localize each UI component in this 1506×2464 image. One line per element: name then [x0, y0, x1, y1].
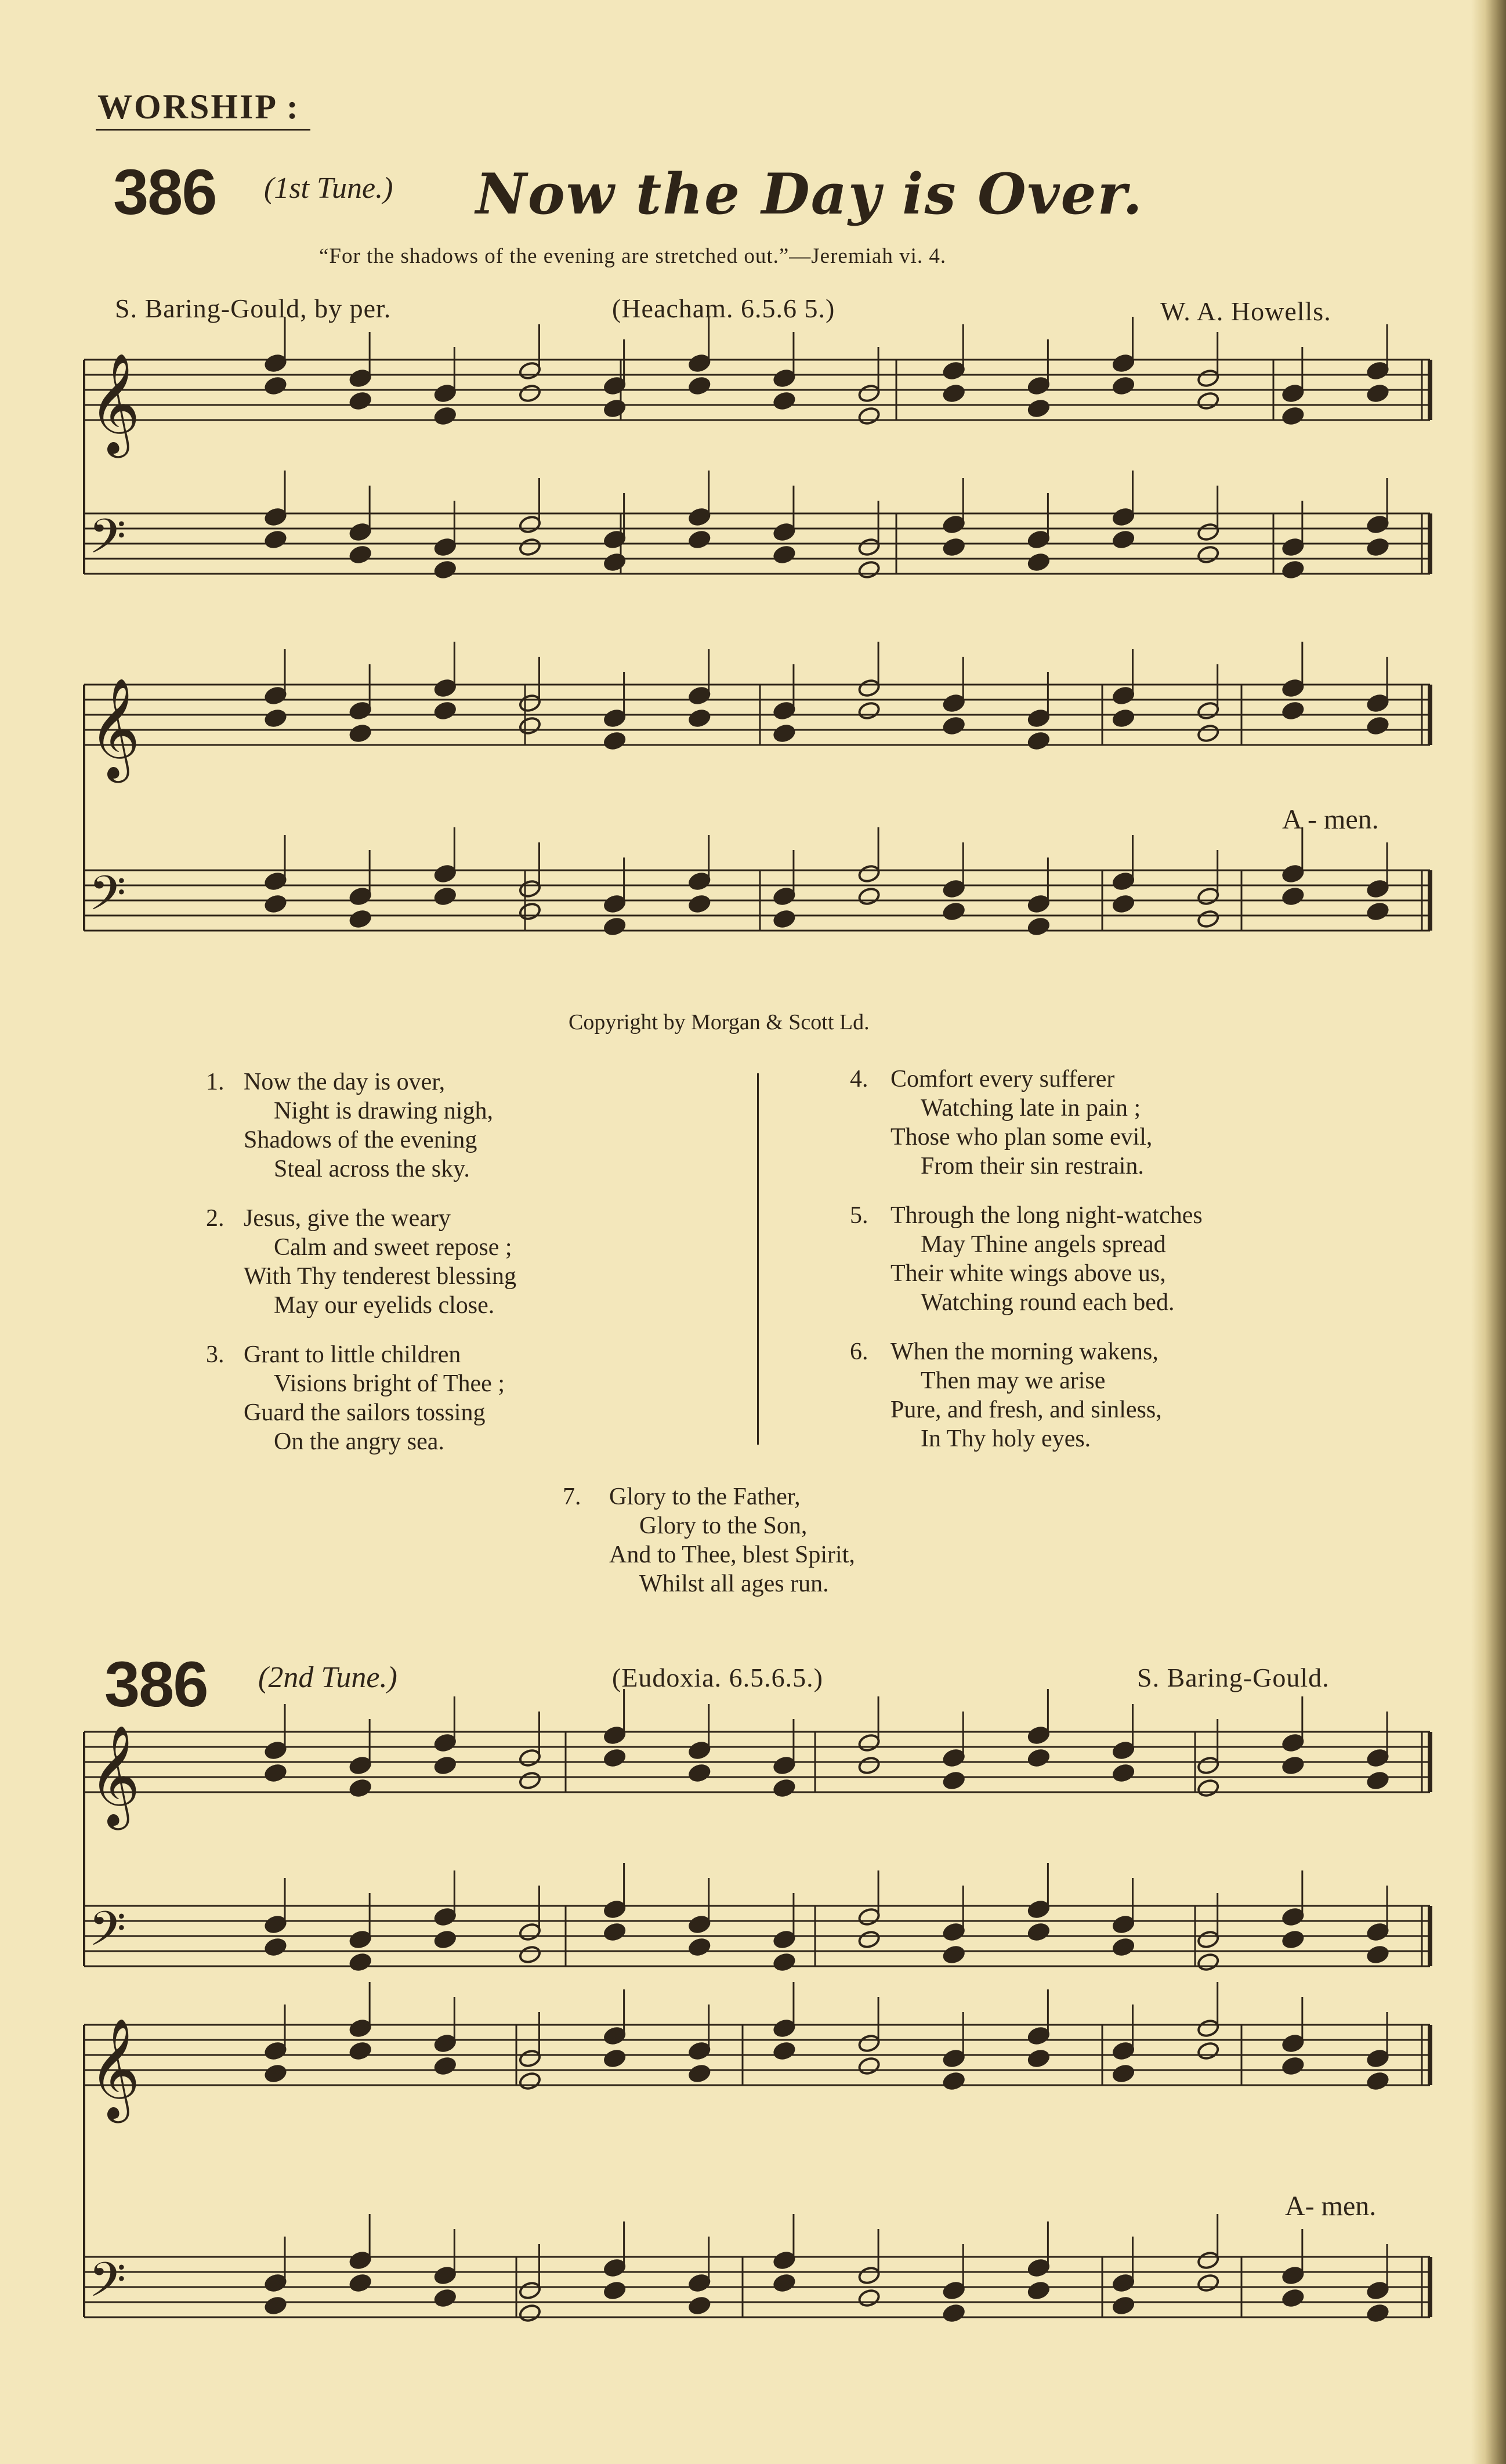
note-head — [1027, 1748, 1050, 1768]
note-head — [603, 708, 627, 728]
note-head — [518, 1771, 541, 1790]
note-head — [1112, 1741, 1135, 1760]
note-head — [1027, 376, 1050, 396]
note-head — [1281, 537, 1305, 557]
note-head — [688, 2273, 711, 2293]
hymn1-number: 386 — [113, 157, 216, 228]
note-head — [1112, 2273, 1135, 2293]
note-head — [433, 1907, 457, 1927]
note-head — [1366, 1771, 1389, 1790]
note-head — [1281, 383, 1305, 403]
note-head — [264, 1763, 287, 1783]
note-head — [518, 537, 541, 557]
note-head — [433, 2034, 457, 2053]
note-head — [1281, 864, 1305, 884]
note-head — [942, 537, 965, 557]
note-head — [433, 406, 457, 426]
note-head — [433, 2288, 457, 2308]
hymn1-scripture: “For the shadows of the evening are stretched out.”—Jeremiah vi. 4. — [319, 244, 947, 268]
note-head — [433, 678, 457, 698]
hymn1-amen: A - men. — [1282, 804, 1379, 835]
note-head — [1112, 894, 1135, 914]
note-head — [349, 887, 372, 906]
hymn1-composer: W. A. Howells. — [1160, 296, 1331, 326]
note-head — [857, 678, 881, 698]
note-head — [773, 2018, 796, 2038]
note-head — [1366, 383, 1389, 403]
note-head — [857, 406, 881, 426]
note-head — [349, 391, 372, 411]
note-head — [1366, 1748, 1389, 1768]
note-head — [264, 708, 287, 728]
note-head — [688, 2296, 711, 2315]
note-head — [1197, 368, 1220, 388]
note-head — [857, 383, 881, 403]
bass-clef: 𝄢 — [89, 865, 126, 933]
note-head — [942, 515, 965, 534]
note-head — [942, 1945, 965, 1964]
bass-clef: 𝄢 — [89, 2252, 126, 2320]
note-head — [349, 2273, 372, 2293]
note-head — [942, 902, 965, 921]
note-head — [773, 1778, 796, 1798]
note-head — [1027, 894, 1050, 914]
note-head — [688, 2041, 711, 2061]
note-head — [1027, 2258, 1050, 2278]
note-head — [773, 522, 796, 542]
note-head — [857, 2034, 881, 2053]
note-head — [773, 887, 796, 906]
note-head — [433, 537, 457, 557]
note-head — [1197, 522, 1220, 542]
note-head — [264, 2041, 287, 2061]
note-head — [349, 1952, 372, 1972]
note-head — [1366, 693, 1389, 713]
note-head — [942, 1771, 965, 1790]
note-head — [1281, 2056, 1305, 2076]
note-head — [518, 1748, 541, 1768]
verse-column-divider — [757, 1073, 759, 1445]
note-head — [433, 2056, 457, 2076]
note-head — [1112, 1763, 1135, 1783]
note-head — [942, 2071, 965, 2091]
note-head — [1197, 701, 1220, 721]
hymn1-tune-note: (1st Tune.) — [264, 172, 393, 205]
note-head — [688, 894, 711, 914]
verse-3: 3. Grant to little children Visions bright of Thee ; Guard the sailors tossing On the angry sea. — [206, 1341, 505, 1455]
note-head — [1112, 1915, 1135, 1934]
note-head — [518, 2071, 541, 2091]
note-head — [518, 361, 541, 381]
note-head — [688, 1915, 711, 1934]
note-head — [1197, 887, 1220, 906]
note-head — [773, 1952, 796, 1972]
note-head — [1112, 2064, 1135, 2083]
note-head — [433, 383, 457, 403]
note-head — [1366, 537, 1389, 557]
hymn1-author: S. Baring-Gould, by per. — [115, 294, 392, 323]
note-head — [1112, 530, 1135, 549]
note-head — [857, 701, 881, 721]
note-head — [1366, 902, 1389, 921]
note-head — [1366, 2071, 1389, 2091]
note-head — [603, 1725, 627, 1745]
note-head — [942, 2049, 965, 2068]
note-head — [1197, 545, 1220, 565]
bass-clef: 𝄢 — [89, 508, 126, 576]
note-head — [1197, 2273, 1220, 2293]
note-head — [688, 1763, 711, 1783]
note-head — [1197, 909, 1220, 929]
note-head — [1281, 2034, 1305, 2053]
note-head — [1112, 2041, 1135, 2061]
note-head — [1366, 2281, 1389, 2300]
note-head — [773, 723, 796, 743]
section-heading: WORSHIP : — [97, 88, 300, 126]
note-head — [1281, 406, 1305, 426]
note-head — [1366, 879, 1389, 899]
note-head — [603, 2258, 627, 2278]
note-head — [1281, 678, 1305, 698]
note-head — [264, 376, 287, 396]
note-head — [1281, 887, 1305, 906]
note-head — [1366, 2049, 1389, 2068]
note-head — [603, 917, 627, 936]
note-head — [773, 368, 796, 388]
note-head — [603, 399, 627, 418]
note-head — [349, 1778, 372, 1798]
note-head — [433, 864, 457, 884]
note-head — [773, 1930, 796, 1949]
note-head — [1027, 1922, 1050, 1942]
note-head — [264, 1937, 287, 1957]
note-head — [264, 2296, 287, 2315]
note-head — [433, 1756, 457, 1775]
note-head — [349, 2041, 372, 2061]
note-head — [942, 383, 965, 403]
note-head — [1112, 376, 1135, 396]
note-head — [264, 871, 287, 891]
note-head — [433, 1733, 457, 1753]
verse-5: 5. Through the long night-watches May Thine angels spread Their white wings above us, Watching round each bed. — [850, 1202, 1203, 1316]
verse-4: 4. Comfort every sufferer Watching late in pain ; Those who plan some evil, From their sin restrain. — [850, 1066, 1153, 1179]
note-head — [688, 708, 711, 728]
note-head — [603, 2281, 627, 2300]
note-head — [349, 1930, 372, 1949]
note-head — [1027, 917, 1050, 936]
note-head — [1027, 530, 1050, 549]
note-head — [1281, 1930, 1305, 1949]
note-head — [518, 716, 541, 736]
note-head — [942, 1922, 965, 1942]
note-head — [603, 894, 627, 914]
hymn2-tune-name: (Eudoxia. 6.5.6.5.) — [612, 1663, 823, 1692]
note-head — [264, 2064, 287, 2083]
note-head — [1197, 1756, 1220, 1775]
note-head — [349, 723, 372, 743]
treble-clef: 𝄞 — [89, 2018, 140, 2119]
note-head — [1112, 686, 1135, 705]
note-head — [433, 701, 457, 721]
note-head — [349, 368, 372, 388]
verse-7: 7. Glory to the Father, Glory to the Son, And to Thee, blest Spirit, Whilst all ages run. — [563, 1484, 855, 1597]
note-head — [942, 1748, 965, 1768]
note-head — [264, 507, 287, 527]
note-head — [857, 2288, 881, 2308]
note-head — [773, 909, 796, 929]
note-head — [857, 887, 881, 906]
note-head — [942, 716, 965, 736]
note-head — [1027, 2281, 1050, 2300]
note-head — [349, 1756, 372, 1775]
note-head — [942, 2281, 965, 2300]
treble-clef: 𝄞 — [89, 353, 140, 454]
bass-clef: 𝄢 — [89, 1901, 126, 1969]
note-head — [1027, 399, 1050, 418]
note-head — [603, 552, 627, 572]
note-head — [264, 530, 287, 549]
note-head — [1027, 1899, 1050, 1919]
note-head — [688, 507, 711, 527]
note-head — [857, 537, 881, 557]
note-head — [1112, 708, 1135, 728]
note-head — [1112, 2296, 1135, 2315]
note-head — [518, 515, 541, 534]
note-head — [857, 2056, 881, 2076]
note-head — [688, 530, 711, 549]
verse-6: 6. When the morning wakens, Then may we arise Pure, and fresh, and sinless, In Thy holy eyes. — [850, 1338, 1162, 1452]
note-head — [1366, 716, 1389, 736]
note-head — [942, 693, 965, 713]
note-head — [1027, 731, 1050, 751]
note-head — [1197, 1778, 1220, 1798]
hymn2-number: 386 — [104, 1649, 208, 1720]
note-head — [688, 2064, 711, 2083]
hymn1-copyright: Copyright by Morgan & Scott Ld. — [569, 1010, 870, 1034]
verse-2: 2. Jesus, give the weary Calm and sweet repose ; With Thy tenderest blessing May our eyelids close. — [206, 1205, 516, 1319]
note-head — [349, 522, 372, 542]
note-head — [857, 864, 881, 884]
note-head — [773, 545, 796, 565]
note-head — [603, 1899, 627, 1919]
note-head — [1112, 1937, 1135, 1957]
note-head — [349, 545, 372, 565]
treble-clef: 𝄞 — [89, 678, 140, 779]
note-head — [773, 391, 796, 411]
note-head — [349, 909, 372, 929]
note-head — [518, 2303, 541, 2323]
note-head — [688, 871, 711, 891]
note-head — [349, 701, 372, 721]
note-head — [1366, 2303, 1389, 2323]
note-head — [603, 731, 627, 751]
note-head — [603, 376, 627, 396]
note-head — [1281, 2288, 1305, 2308]
note-head — [603, 2049, 627, 2068]
note-head — [264, 2273, 287, 2293]
note-head — [1112, 353, 1135, 373]
hymn2-tune-note: (2nd Tune.) — [258, 1661, 397, 1694]
note-head — [1197, 1930, 1220, 1949]
note-head — [857, 1756, 881, 1775]
note-head — [773, 2250, 796, 2270]
note-head — [603, 1922, 627, 1942]
note-head — [518, 879, 541, 899]
note-head — [773, 701, 796, 721]
note-head — [518, 2281, 541, 2300]
note-head — [264, 1915, 287, 1934]
note-head — [857, 1930, 881, 1949]
note-head — [433, 560, 457, 580]
note-head — [942, 879, 965, 899]
verse-1: 1. Now the day is over, Night is drawing nigh, Shadows of the evening Steal across the sky. — [206, 1069, 493, 1182]
note-head — [688, 376, 711, 396]
note-head — [942, 2303, 965, 2323]
note-head — [518, 693, 541, 713]
note-head — [264, 353, 287, 373]
note-head — [264, 894, 287, 914]
note-head — [1027, 2049, 1050, 2068]
note-head — [1197, 2250, 1220, 2270]
hymn2-amen: A- men. — [1285, 2191, 1377, 2221]
note-head — [1112, 871, 1135, 891]
note-head — [1281, 1907, 1305, 1927]
note-head — [603, 530, 627, 549]
note-head — [1281, 701, 1305, 721]
note-head — [1112, 507, 1135, 527]
hymn2-composer: S. Baring-Gould. — [1137, 1663, 1330, 1692]
note-head — [518, 383, 541, 403]
note-head — [1197, 723, 1220, 743]
note-head — [857, 560, 881, 580]
note-head — [1366, 515, 1389, 534]
note-head — [942, 361, 965, 381]
note-head — [1281, 1756, 1305, 1775]
note-head — [857, 1733, 881, 1753]
note-head — [773, 2273, 796, 2293]
note-head — [518, 1922, 541, 1942]
hymn1-title: Now the Day is Over. — [476, 161, 1143, 227]
note-head — [857, 1907, 881, 1927]
note-head — [349, 2018, 372, 2038]
note-head — [688, 1937, 711, 1957]
note-head — [264, 1741, 287, 1760]
note-head — [1281, 1733, 1305, 1753]
note-head — [1197, 2041, 1220, 2061]
note-head — [603, 1748, 627, 1768]
note-head — [1027, 1725, 1050, 1745]
note-head — [603, 2026, 627, 2046]
note-head — [433, 2266, 457, 2285]
note-head — [1197, 2018, 1220, 2038]
note-head — [857, 2266, 881, 2285]
note-head — [1027, 552, 1050, 572]
note-head — [1366, 1945, 1389, 1964]
note-head — [518, 2049, 541, 2068]
hymn1-tune-name: (Heacham. 6.5.6 5.) — [612, 294, 835, 323]
note-head — [518, 1945, 541, 1964]
note-head — [349, 2250, 372, 2270]
note-head — [688, 353, 711, 373]
note-head — [773, 1756, 796, 1775]
note-head — [1197, 1952, 1220, 1972]
note-head — [433, 1930, 457, 1949]
note-head — [688, 1741, 711, 1760]
note-head — [688, 686, 711, 705]
note-head — [518, 902, 541, 921]
note-head — [1197, 391, 1220, 411]
note-head — [1281, 560, 1305, 580]
note-head — [1366, 361, 1389, 381]
note-head — [433, 887, 457, 906]
note-head — [1366, 1922, 1389, 1942]
note-head — [1027, 2026, 1050, 2046]
note-head — [1027, 708, 1050, 728]
note-head — [264, 686, 287, 705]
note-head — [773, 2041, 796, 2061]
note-head — [1281, 2266, 1305, 2285]
treble-clef: 𝄞 — [89, 1725, 140, 1826]
